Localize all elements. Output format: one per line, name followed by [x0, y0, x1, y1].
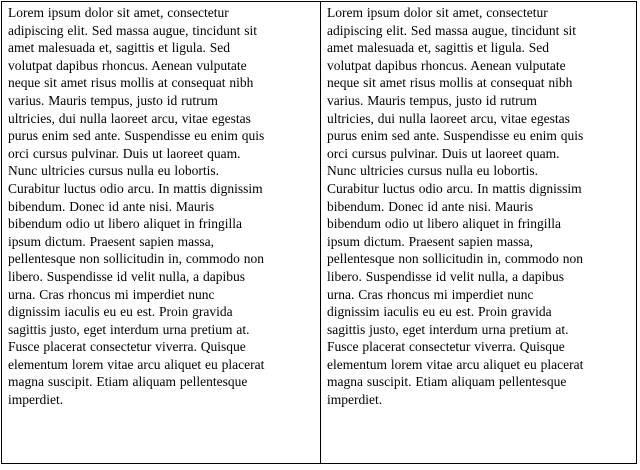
table-cell-left[interactable] [2, 2, 321, 464]
document-table [1, 1, 637, 464]
table-cell-right[interactable] [321, 2, 637, 464]
table-row [2, 2, 637, 464]
cell-paragraph: Lorem ipsum dolor sit amet, consectetur adipiscing elit. Sed massa augue, tincidunt sit amet malesuada et, sagittis et ligula. Sed volutpat dapibus rhoncus. Aenean vulputate neque sit amet risus mollis at consequat nibh varius. Mauris tempus, justo id rutrum ultricies, dui nulla laoreet arcu, vitae egestas purus enim sed ante. Suspendisse eu enim quis orci cursus pulvinar. Duis ut laoreet quam. Nunc ultricies cursus nulla eu lobortis. Curabitur luctus odio arcu. In mattis dignissim bibendum. Donec id ante nisi. Mauris bibendum odio ut libero aliquet in fringilla ipsum dictum. Praesent sapien massa, pellentesque non sollicitudin in, commodo non libero. Suspendisse id velit nulla, a dapibus urna. Cras rhoncus mi imperdiet nunc dignissim iaculis eu eu est. Proin gravida sagittis justo, eget interdum urna pretium at. Fusce placerat consectetur viverra. Quisque elementum lorem vitae arcu aliquet eu placerat magna suscipit. Etiam aliquam pellentesque imperdiet. [8, 5, 265, 408]
cell-paragraph: Lorem ipsum dolor sit amet, consectetur adipiscing elit. Sed massa augue, tincidunt sit amet malesuada et, sagittis et ligula. Sed volutpat dapibus rhoncus. Aenean vulputate neque sit amet risus mollis at consequat nibh varius. Mauris tempus, justo id rutrum ultricies, dui nulla laoreet arcu, vitae egestas purus enim sed ante. Suspendisse eu enim quis orci cursus pulvinar. Duis ut laoreet quam. Nunc ultricies cursus nulla eu lobortis. Curabitur luctus odio arcu. In mattis dignissim bibendum. Donec id ante nisi. Mauris bibendum odio ut libero aliquet in fringilla ipsum dictum. Praesent sapien massa, pellentesque non sollicitudin in, commodo non libero. Suspendisse id velit nulla, a dapibus urna. Cras rhoncus mi imperdiet nunc dignissim iaculis eu eu est. Proin gravida sagittis justo, eget interdum urna pretium at. Fusce placerat consectetur viverra. Quisque elementum lorem vitae arcu aliquet eu placerat magna suscipit. Etiam aliquam pellentesque imperdiet. [327, 5, 584, 408]
